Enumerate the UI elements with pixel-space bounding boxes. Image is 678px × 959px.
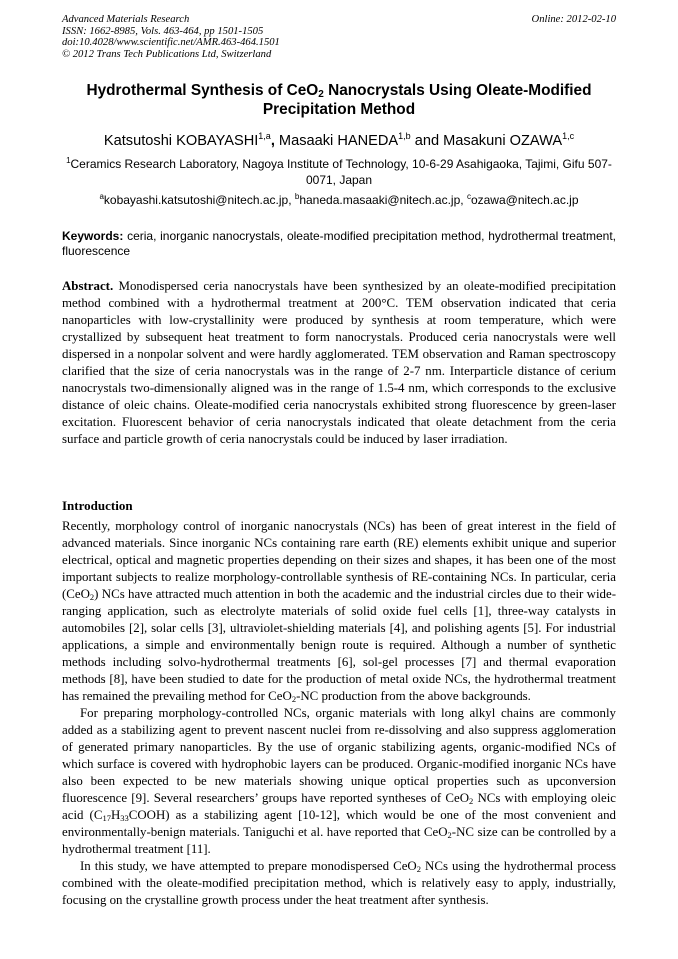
abstract: [62, 278, 616, 448]
keywords-label: Keywords:: [62, 229, 124, 243]
affiliation-text: Ceramics Research Laboratory, Nagoya Institute of Technology, 10-6-29 Asahigaoka, Tajimi, Gifu 507-0071, Japan: [70, 157, 612, 187]
author-name: Katsutoshi KOBAYASHI: [103, 133, 259, 149]
introduction-body: [62, 518, 616, 909]
online-date: Online: 2012-02-10: [531, 14, 616, 25]
paragraph-text: ) NCs have attracted much attention in both the academic and the industrial circles due to their wide-ranging application, such as electrolyte materials of solid oxide fuel cells [1], three-way catalysts in automobiles [2], solar cells [3], ultraviolet-shielding materials [4], and polishing agents [5]. For industrial applications, a simple and environmentally benign route is required. Although a number of synthetic methods including solvo-hydrothermal treatments [6], sol-gel processes [7] and thermal evaporation methods [8], have been studied to date for the production of metal oxide NCs, the hydrothermal treatment has remained the prevailing method for CeO: [62, 587, 616, 703]
paragraph: [62, 858, 616, 909]
keywords: [62, 229, 616, 259]
paragraph-text: -NC size can be controlled by a hydrothermal treatment [11].: [62, 825, 616, 856]
author-affil-marker: 1,c: [562, 131, 575, 141]
author-list: [40, 132, 638, 150]
doi-line: doi:10.4028/www.scientific.net/AMR.463-464.1501: [62, 37, 280, 49]
email-marker: b: [294, 192, 300, 201]
paper-title: [62, 81, 616, 119]
paragraph-text: COOH) as a stabilizing agent [10-12], which would be one of the most convenient and environmentally-benign materials. Taniguchi et al. have reported that CeO: [62, 808, 616, 839]
paragraph-text: For preparing morphology-controlled NCs, organic materials with long alkyl chains are commonly added as a stabilizing agent to prevent nascent nuclei from re-dissolving and also suppress agglomeration of generated primary nanoparticles. By the use of organic stabilizing agents, organic-modified NCs of which surface is covered with hydrophobic layers can be produced. Organic-modified inorganic NCs have also been expected to be new materials showing unique optical properties such as upconversion fluorescence [9]. Several researchers’ groups have reported syntheses of CeO: [62, 706, 616, 805]
author-name: Masakuni OZAWA: [443, 133, 563, 149]
section-heading-introduction: Introduction: [62, 498, 133, 513]
keywords-text: ceria, inorganic nanocrystals, oleate-modified precipitation method, hydrothermal treatment, fluorescence: [62, 229, 616, 258]
paragraph-text: In this study, we have attempted to prepare monodispersed CeO: [80, 859, 417, 873]
email-separator: ,: [288, 193, 295, 207]
subscript: 2: [447, 830, 452, 840]
author-separator: ,: [270, 133, 279, 149]
paragraph-text: NCs with employing oleic acid (C: [62, 791, 616, 822]
abstract-label: Abstract.: [62, 279, 114, 293]
title-part2: Nanocrystals Using Oleate-Modified Precipitation Method: [262, 82, 592, 118]
title-subscript: 2: [318, 89, 324, 100]
email-marker: a: [99, 192, 104, 201]
subscript: 2: [291, 694, 297, 704]
affiliation-marker: 1: [66, 156, 71, 165]
copyright-line: © 2012 Trans Tech Publications Ltd, Switzerland: [62, 48, 272, 60]
author-name: Masaaki HANEDA: [278, 133, 399, 149]
paragraph-text: H: [110, 808, 121, 822]
paragraph-text: -NC production from the above backgrounds.: [296, 689, 531, 703]
paragraph-text: NCs using the hydrothermal process combined with the oleate-modified precipitation method, which is relatively easy to apply, industrially, focusing on the crystalline growth process under the heat treatment after synthesis.: [62, 859, 616, 907]
email-list: [62, 193, 616, 208]
paragraph-text: Recently, morphology control of inorganic nanocrystals (NCs) has been of great interest in the field of advanced materials. Since inorganic NCs containing rare earth (RE) elements exhibit unique and superior electrical, optical and magnetic properties depending on their sizes and shapes, it has been one of the most important subjects to realize morphology-controllable synthesis of RE-containing NCs. In particular, ceria (CeO: [62, 519, 616, 601]
journal-name: Advanced Materials Research: [62, 14, 190, 25]
paragraph: [62, 705, 616, 858]
subscript: 33: [120, 813, 129, 823]
author-separator: and: [410, 133, 444, 149]
subscript: 17: [102, 813, 111, 823]
email-link[interactable]: kobayashi.katsutoshi@nitech.ac.jp: [103, 193, 289, 207]
email-separator: ,: [460, 193, 467, 207]
subscript: 2: [469, 796, 474, 806]
email-link[interactable]: haneda.masaaki@nitech.ac.jp: [299, 193, 461, 207]
author-affil-marker: 1,a: [258, 131, 271, 141]
paragraph: [62, 518, 616, 705]
email-marker: c: [466, 192, 471, 201]
subscript: 2: [416, 864, 421, 874]
email-link[interactable]: ozawa@nitech.ac.jp: [470, 193, 579, 207]
affiliation: [62, 157, 616, 188]
abstract-text: Monodispersed ceria nanocrystals have been synthesized by an oleate-modified precipitation method combined with a hydrothermal treatment at 200°C. TEM observation indicated that ceria nanoparticles with low-crystallinity were produced by synthesis at room temperature, which were crystallized by subsequent heat treatment to form nanocrystals. Produced ceria nanocrystals were well dispersed in a nonpolar solvent and were hardly agglomerated. TEM observation and Raman spectroscopy clarified that the size of ceria nanocrystals was in the range of 2-7 nm. Interparticle distance of cerium nanocrystals two-dimensionally aligned was in the range of 1.5-4 nm, which corresponds to the exclusive distance of oleic chains. Oleate-modified ceria nanocrystals exhibited strong fluorescence by green-laser excitation. Fluorescent behavior of ceria nanocrystals indicated that oleate detachment from the ceria surface and particle growth of ceria nanocrystals could be induced by laser irradiation.: [62, 279, 616, 446]
journal-header: [62, 14, 616, 60]
author-affil-marker: 1,b: [398, 131, 411, 141]
subscript: 2: [89, 592, 95, 602]
title-part1: Hydrothermal Synthesis of CeO: [86, 82, 319, 99]
issn-line: ISSN: 1662-8985, Vols. 463-464, pp 1501-1505: [62, 25, 264, 37]
